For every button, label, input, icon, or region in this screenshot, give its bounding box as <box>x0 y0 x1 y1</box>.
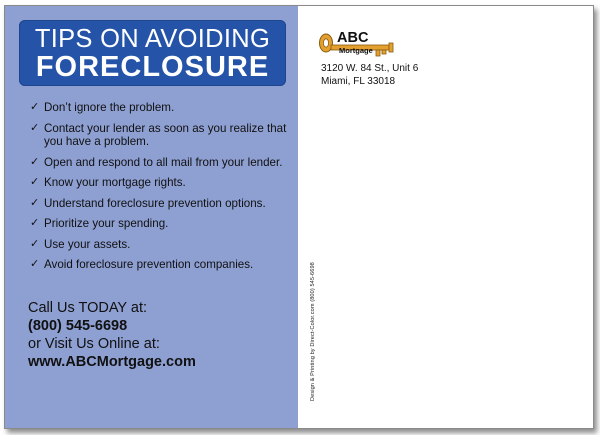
check-icon: ✓ <box>30 155 40 168</box>
address-city-state-zip: Miami, FL 33018 <box>321 76 396 87</box>
tips-list <box>30 101 292 279</box>
tip-text: Don’t ignore the problem. <box>44 101 175 114</box>
tip-text: Know your mortgage rights. <box>44 176 186 189</box>
logo-company-name: ABC <box>337 30 369 46</box>
check-icon: ✓ <box>30 258 40 270</box>
contact-block <box>28 299 288 371</box>
printer-credit: Design & Printing by Direct-Color.com (800) 545-6698 <box>310 262 316 401</box>
tip-text: Understand foreclosure prevention options. <box>44 196 266 210</box>
check-icon: ✓ <box>30 176 40 188</box>
tips-panel <box>5 6 298 428</box>
logo-subtitle: Mortgage <box>339 46 373 55</box>
return-address <box>321 62 418 88</box>
company-logo <box>318 28 408 62</box>
phone-number[interactable]: (800) 545-6698 <box>28 318 128 334</box>
website-link[interactable]: www.ABCMortgage.com <box>28 354 196 370</box>
tip-item <box>30 238 292 252</box>
title-line-2: FORECLOSURE <box>35 51 270 83</box>
tip-text: Use your assets. <box>44 237 131 251</box>
check-icon: ✓ <box>30 101 40 113</box>
visit-label: or Visit Us Online at: <box>28 336 160 352</box>
tip-item <box>30 176 292 190</box>
tip-item <box>30 101 292 115</box>
tip-text: Contact your lender as soon as you realize that you have a problem. <box>44 121 287 148</box>
check-icon: ✓ <box>30 237 40 250</box>
address-panel <box>298 6 593 428</box>
tip-text: Avoid foreclosure prevention companies. <box>44 258 254 271</box>
address-street: 3120 W. 84 St., Unit 6 <box>321 63 419 74</box>
tip-item <box>30 197 292 211</box>
call-label: Call Us TODAY at: <box>28 300 147 316</box>
postcard <box>4 5 594 429</box>
tip-text: Prioritize your spending. <box>44 217 169 230</box>
tip-item <box>30 122 292 149</box>
check-icon: ✓ <box>30 196 40 209</box>
tip-item <box>30 258 292 272</box>
check-icon: ✓ <box>30 121 40 134</box>
check-icon: ✓ <box>30 217 40 229</box>
title-banner <box>19 20 286 86</box>
tip-item <box>30 156 292 170</box>
tip-text: Open and respond to all mail from your lender. <box>44 155 283 169</box>
title-line-1: TIPS ON AVOIDING <box>34 25 271 53</box>
tip-item <box>30 217 292 231</box>
